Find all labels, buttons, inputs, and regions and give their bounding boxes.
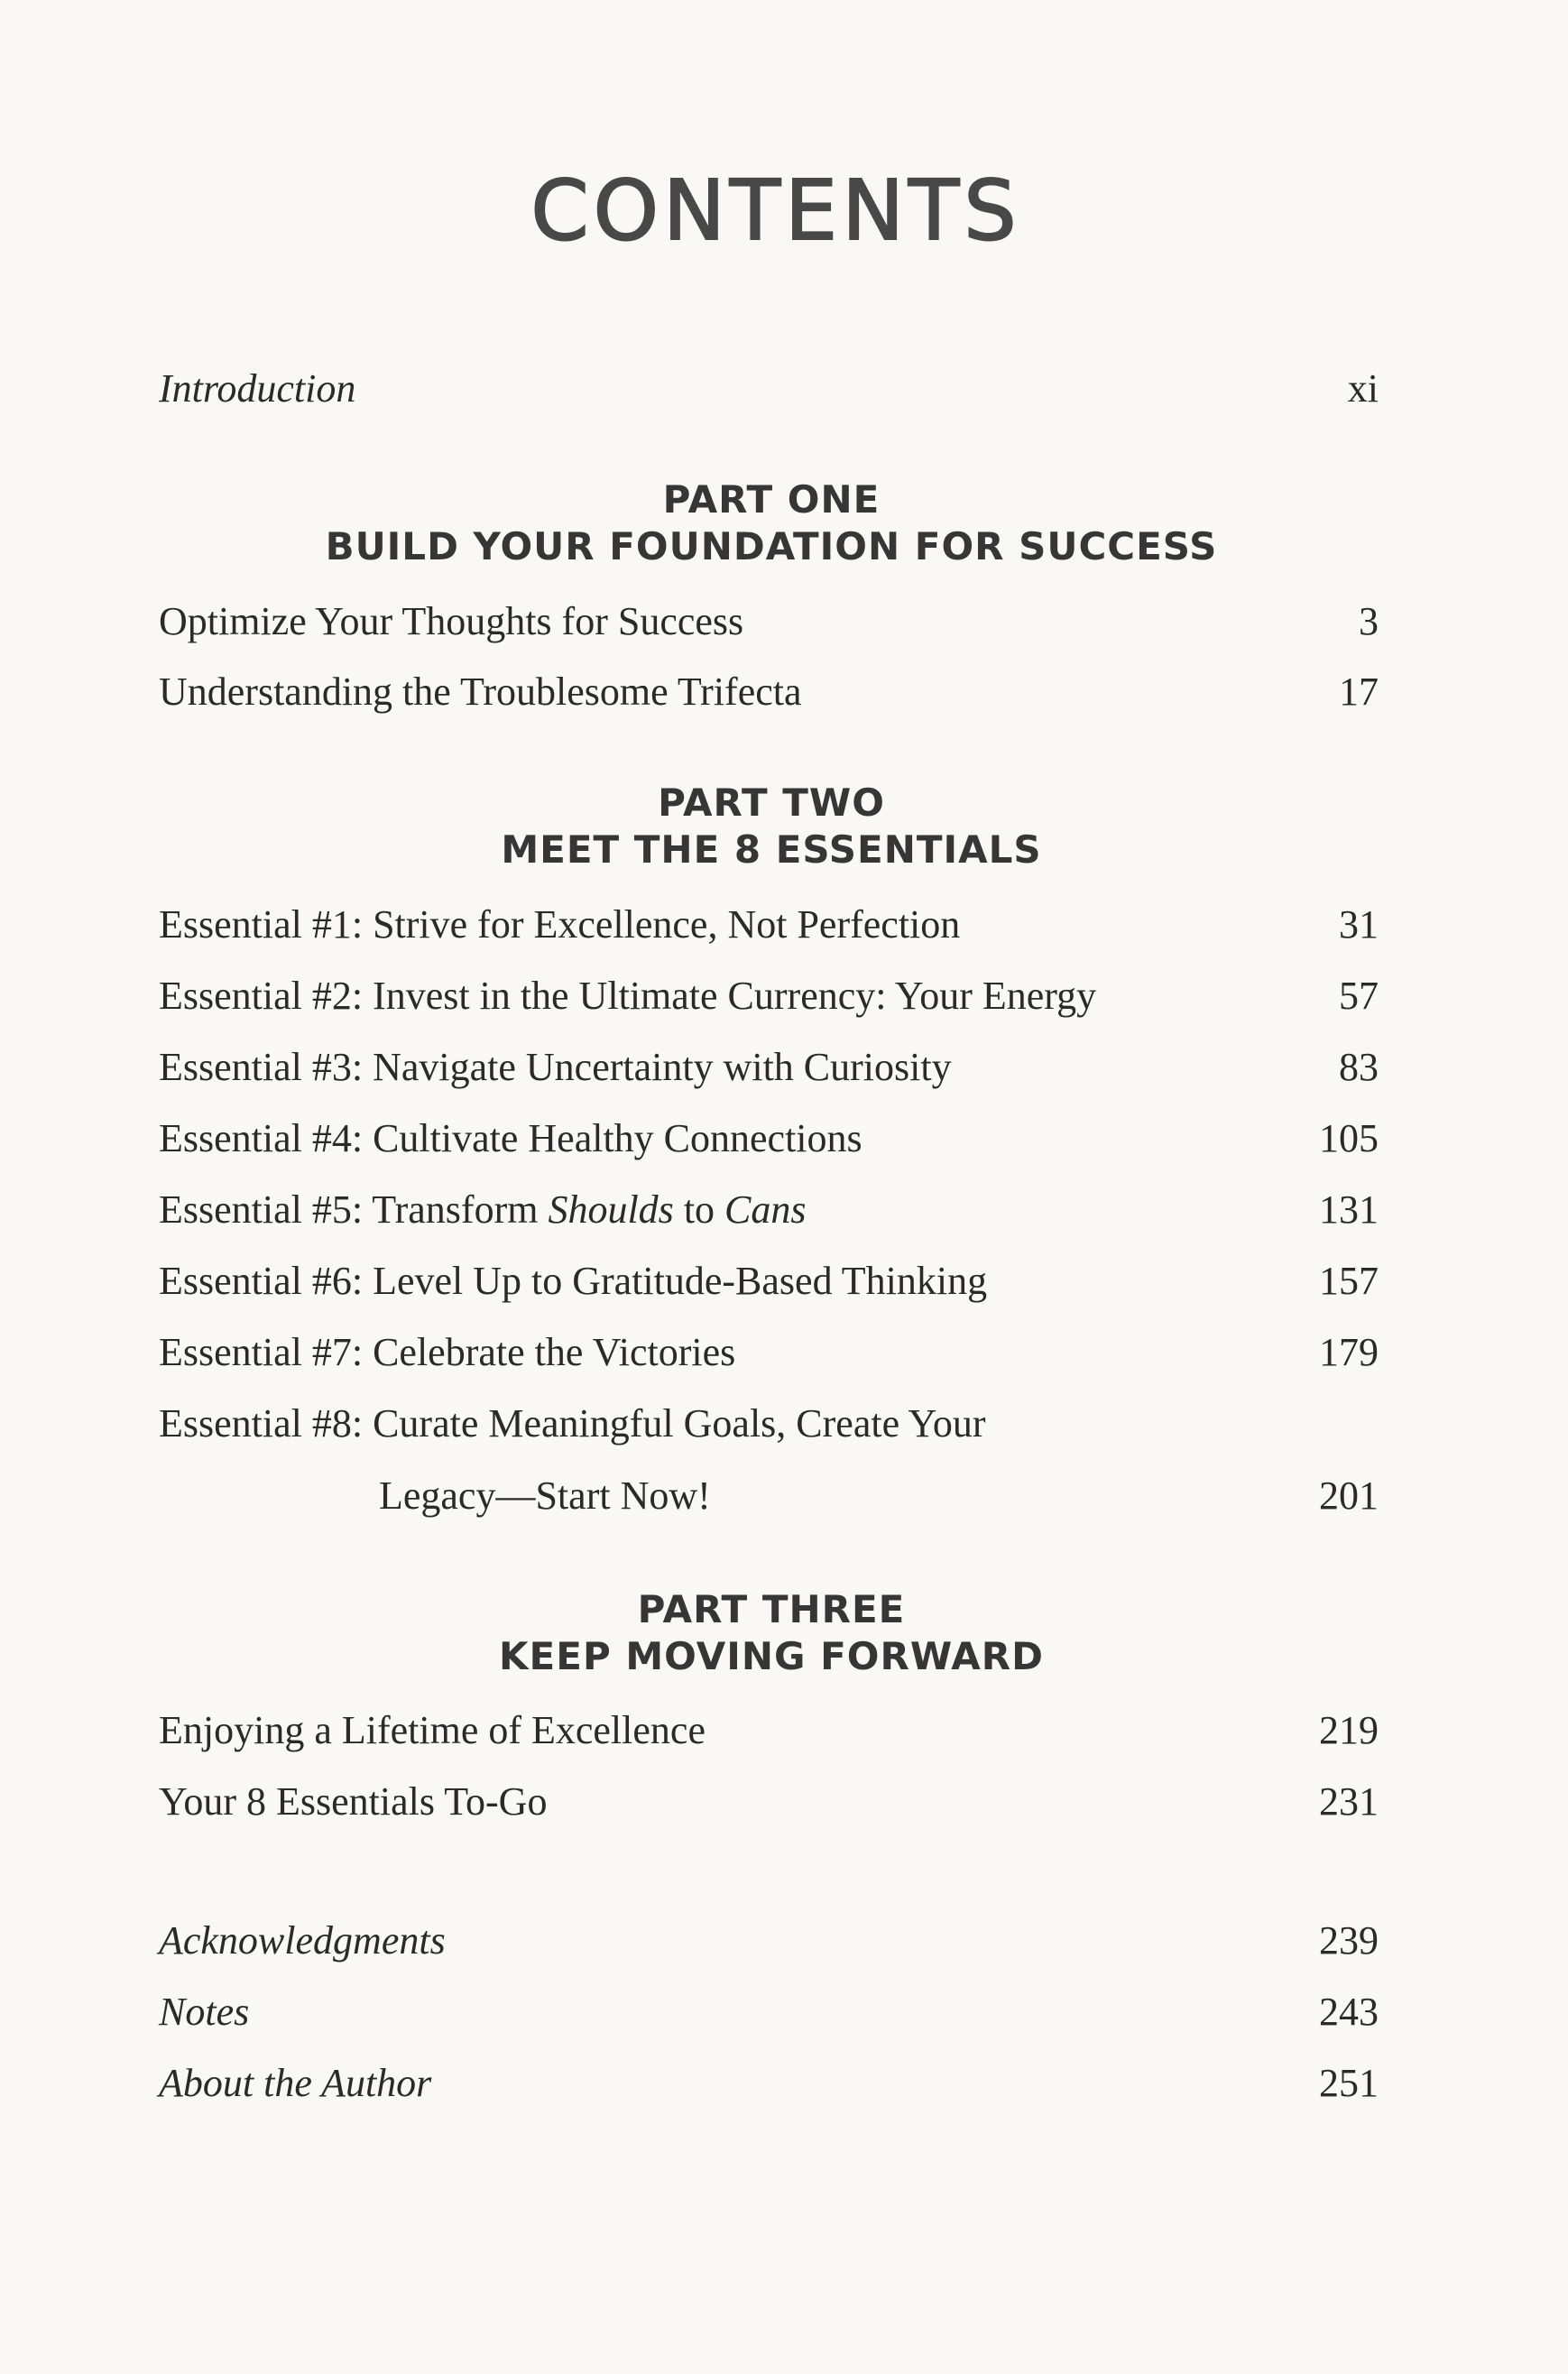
toc-entry[interactable] <box>159 965 1379 1028</box>
entry-page-number: 251 <box>1319 2061 1379 2105</box>
entry-page-number: 231 <box>1319 1779 1379 1824</box>
toc-entry-continuation[interactable] <box>159 1464 1379 1528</box>
entry-label: Essential #8: Curate Meaningful Goals, Create Your <box>159 1401 986 1446</box>
entry-label: Enjoying a Lifetime of Excellence <box>159 1708 706 1752</box>
entry-page-number: 219 <box>1319 1708 1379 1752</box>
entry-label: Understanding the Troublesome Trifecta <box>159 670 802 714</box>
entry-label-middle: to <box>673 1187 725 1232</box>
entry-label: About the Author <box>159 2061 432 2105</box>
toc-entry[interactable] <box>159 1178 1379 1242</box>
toc-entry-acknowledgments[interactable] <box>159 1909 1379 1972</box>
toc-entry[interactable] <box>159 1770 1379 1834</box>
part-title: MEET THE 8 ESSENTIALS <box>501 827 1042 872</box>
part-label: PART THREE <box>637 1587 906 1631</box>
entry-label-prefix: Essential #5: Transform <box>159 1187 549 1232</box>
entry-label-emphasis: Cans <box>724 1187 807 1232</box>
toc-entry[interactable] <box>159 1321 1379 1384</box>
part-three-heading <box>0 1586 1543 1680</box>
entry-page-number: xi <box>1347 366 1379 411</box>
toc-entry[interactable] <box>159 1250 1379 1313</box>
entry-label: Essential #1: Strive for Excellence, Not Perfection <box>159 902 961 947</box>
entry-page-number: 3 <box>1359 599 1379 643</box>
toc-entry[interactable] <box>159 660 1379 724</box>
entry-label: Acknowledgments <box>159 1918 446 1963</box>
entry-label <box>159 1178 807 1242</box>
entry-label: Essential #2: Invest in the Ultimate Currency: Your Energy <box>159 974 1097 1018</box>
entry-page-number: 17 <box>1339 670 1379 714</box>
part-two-heading <box>0 780 1543 873</box>
toc-entry[interactable] <box>159 1699 1379 1762</box>
page-title: CONTENTS <box>530 162 1021 259</box>
part-label: PART TWO <box>658 781 885 825</box>
toc-entry[interactable] <box>159 1036 1379 1099</box>
toc-entry[interactable] <box>159 1392 1379 1455</box>
entry-page-number: 201 <box>1319 1473 1379 1518</box>
entry-page-number: 157 <box>1319 1259 1379 1303</box>
entry-label-emphasis: Shoulds <box>548 1187 674 1232</box>
entry-label: Essential #4: Cultivate Healthy Connections <box>159 1116 862 1160</box>
toc-entry[interactable] <box>159 893 1379 956</box>
entry-page-number: 105 <box>1319 1116 1379 1160</box>
entry-page-number: 131 <box>1319 1187 1379 1232</box>
part-one-heading <box>0 476 1543 570</box>
entry-page-number: 31 <box>1339 902 1379 947</box>
entry-label: Your 8 Essentials To-Go <box>159 1779 548 1824</box>
entry-label-line2: Legacy—Start Now! <box>379 1473 711 1518</box>
toc-entry-about-the-author[interactable] <box>159 2052 1379 2115</box>
part-title: KEEP MOVING FORWARD <box>499 1634 1044 1678</box>
entry-label: Essential #7: Celebrate the Victories <box>159 1330 736 1374</box>
entry-label: Notes <box>159 1990 250 2034</box>
entry-page-number: 83 <box>1339 1045 1379 1089</box>
part-title: BUILD YOUR FOUNDATION FOR SUCCESS <box>325 524 1218 568</box>
part-label: PART ONE <box>662 477 881 522</box>
entry-label: Essential #6: Level Up to Gratitude-Based Thinking <box>159 1259 988 1303</box>
entry-page-number: 239 <box>1319 1918 1379 1963</box>
entry-page-number: 243 <box>1319 1990 1379 2034</box>
entry-label: Essential #3: Navigate Uncertainty with Curiosity <box>159 1045 952 1089</box>
entry-label: Introduction <box>159 366 356 411</box>
toc-entry-notes[interactable] <box>159 1981 1379 2044</box>
toc-entry[interactable] <box>159 1107 1379 1170</box>
toc-entry[interactable] <box>159 590 1379 653</box>
entry-page-number: 57 <box>1339 974 1379 1018</box>
entry-page-number: 179 <box>1319 1330 1379 1374</box>
entry-label: Optimize Your Thoughts for Success <box>159 599 744 643</box>
toc-entry-introduction[interactable] <box>159 357 1379 420</box>
